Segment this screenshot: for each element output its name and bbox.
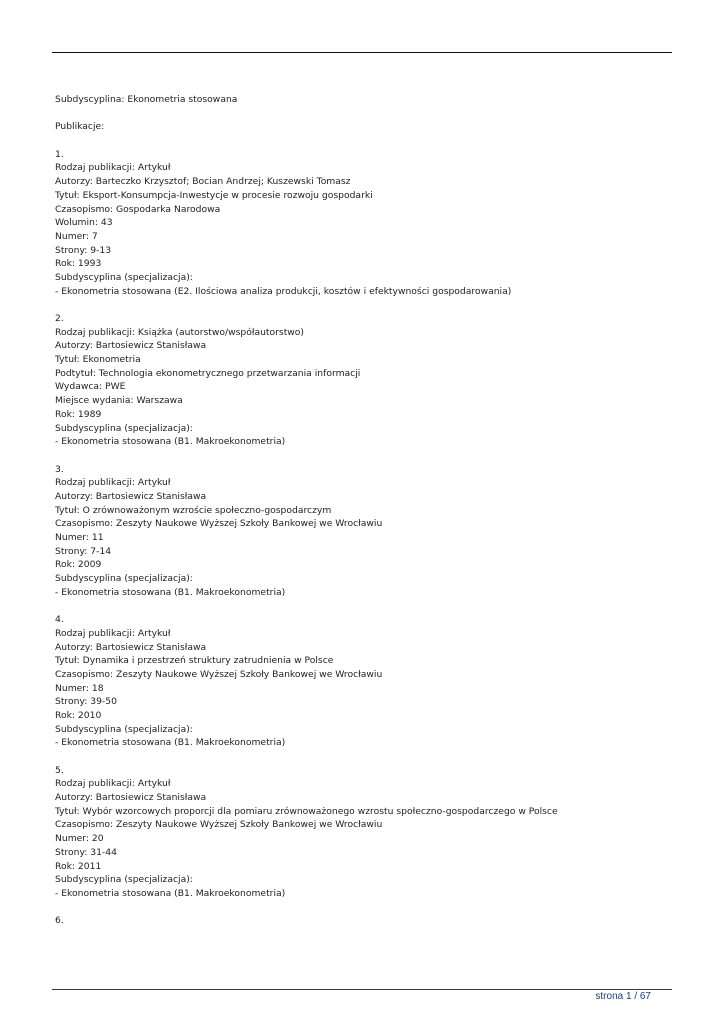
publication-entry [55,463,670,600]
publication-field: Numer: 11 [55,532,104,543]
publication-field: Subdyscyplina (specjalizacja): [55,723,193,735]
publication-field: Rok: 1989 [55,408,102,420]
publication-field: Rok: 2009 [55,559,102,571]
publication-entry [55,148,670,299]
publication-field: Strony: 31-44 [55,846,117,858]
subdiscipline-heading: Subdyscyplina: Ekonometria stosowana [55,94,238,105]
publication-field: Wolumin: 43 [55,217,113,229]
publication-entry [55,764,670,901]
publications-label: Publikacje: [55,121,105,133]
publication-field: Podtytuł: Technologia ekonometrycznego przetwarzania informacji [55,367,361,379]
publication-field: Tytuł: O zrównoważonym wzroście społeczno-gospodarczym [55,504,332,516]
publication-field: - Ekonometria stosowana (E2. Ilościowa analiza produkcji, kosztów i efektywności gospodarowania) [55,285,512,297]
spacer [55,298,670,312]
publication-field: Tytuł: Ekonometria [55,354,141,366]
publication-field: - Ekonometria stosowana (B1. Makroekonometria) [55,586,286,598]
publication-field: Autorzy: Bartosiewicz Stanisława [55,490,207,502]
publication-number: 1. [55,148,64,160]
page-number: strona 1 / 67 [595,991,651,1002]
publication-field: Strony: 7-14 [55,545,112,557]
publication-field: Subdyscyplina (specjalizacja): [55,271,193,283]
publication-field: Rodzaj publikacji: Książka (autorstwo/współautorstwo) [55,326,305,338]
publication-field: Autorzy: Bartosiewicz Stanisława [55,340,207,352]
publication-field: Rodzaj publikacji: Artykuł [55,627,171,639]
publication-field: Rodzaj publikacji: Artykuł [55,477,171,489]
spacer [55,750,670,764]
publication-field: Strony: 9-13 [55,244,112,256]
publication-field: Czasopismo: Zeszyty Naukowe Wyższej Szkoły Bankowej we Wrocławiu [55,819,383,831]
publication-number: 6. [55,915,64,927]
publication-entry [55,312,670,449]
publication-field: Rok: 2010 [55,709,102,721]
publication-field: Czasopismo: Zeszyty Naukowe Wyższej Szkoły Bankowej we Wrocławiu [55,518,383,530]
spacer [55,134,670,148]
publication-number: 4. [55,614,64,626]
spacer [55,599,670,613]
publication-field: - Ekonometria stosowana (B1. Makroekonometria) [55,737,286,749]
publication-field: Wydawca: PWE [55,381,126,393]
publication-entry [55,613,670,750]
spacer [55,901,670,915]
publication-field: Autorzy: Bartosiewicz Stanisława [55,641,207,653]
publications-list [55,148,670,928]
spacer [55,449,670,463]
publication-field: Czasopismo: Zeszyty Naukowe Wyższej Szkoły Bankowej we Wrocławiu [55,668,383,680]
spacer [55,107,670,121]
publication-field: Rok: 2011 [55,860,102,872]
publication-field: Autorzy: Bartosiewicz Stanisława [55,792,207,804]
publication-field: Rodzaj publikacji: Artykuł [55,778,171,790]
publication-field: Subdyscyplina (specjalizacja): [55,422,193,434]
publication-number: 3. [55,463,64,475]
publication-field: Subdyscyplina (specjalizacja): [55,573,193,585]
publication-field: Rodzaj publikacji: Artykuł [55,162,171,174]
publication-field: - Ekonometria stosowana (B1. Makroekonometria) [55,887,286,899]
publication-number: 2. [55,313,64,324]
publication-number: 5. [55,764,64,776]
footer-rule [52,989,672,990]
publication-field: Numer: 7 [55,230,98,242]
publication-field: Numer: 18 [55,682,104,694]
publication-field: Subdyscyplina (specjalizacja): [55,874,193,886]
publication-field: Tytuł: Wybór wzorcowych proporcji dla pomiaru zrównoważonego wzrostu społeczno-gospodarczego w Polsce [55,805,558,817]
publication-field: - Ekonometria stosowana (B1. Makroekonometria) [55,436,286,448]
publication-entry [55,914,670,928]
publication-field: Tytuł: Eksport-Konsumpcja-Inwestycje w procesie rozwoju gospodarki [55,189,373,201]
document-body [55,93,670,928]
publication-field: Strony: 39-50 [55,696,117,708]
publication-field: Tytuł: Dynamika i przestrzeń struktury zatrudnienia w Polsce [55,655,334,667]
publication-field: Rok: 1993 [55,258,102,270]
publication-field: Czasopismo: Gospodarka Narodowa [55,203,221,215]
publication-field: Autorzy: Barteczko Krzysztof; Bocian Andrzej; Kuszewski Tomasz [55,176,351,188]
publication-field: Miejsce wydania: Warszawa [55,395,183,407]
publication-field: Numer: 20 [55,833,104,845]
header-rule [52,52,672,53]
